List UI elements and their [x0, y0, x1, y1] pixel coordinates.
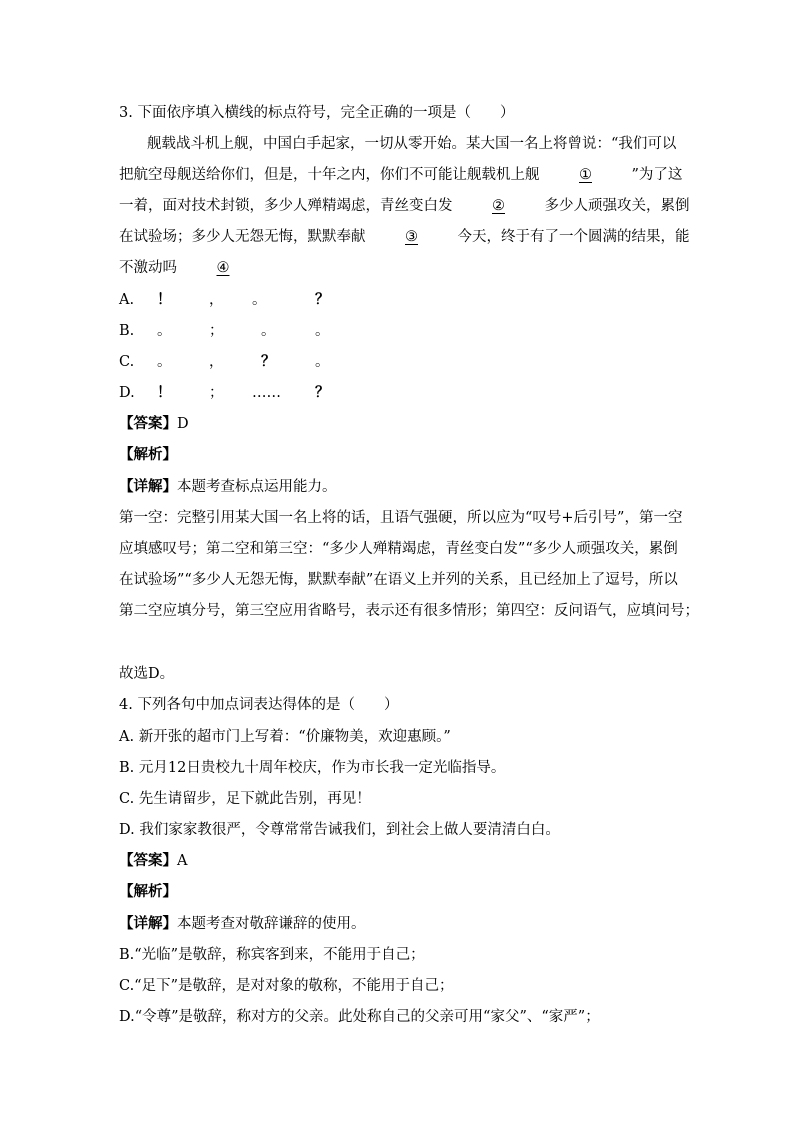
q3-explanation-line-1: 第一空：完整引用某大国一名上将的话，且语气强硬，所以应为“叹号+后引号”，第一空 — [119, 510, 683, 526]
option-mark: 。 — [261, 323, 276, 339]
option-mark: ？ — [315, 291, 330, 308]
answer-value: A — [177, 853, 188, 869]
q3-passage-line-2 — [119, 165, 682, 185]
q3-option-a — [119, 290, 330, 310]
q3-passage-text: 多少人顽强攻关，累倒 — [544, 198, 690, 214]
detail-tag: 【详解】 — [119, 478, 177, 495]
q3-passage-line-5 — [119, 258, 269, 278]
q3-passage-line-3 — [119, 196, 690, 216]
q3-option-d — [119, 383, 330, 403]
q3-explanation-line-2: 应填感叹号；第二空和第三空：“多少人殚精竭虑，青丝变白发”“多少人顽强攻关，累倒 — [119, 541, 678, 557]
option-mark: ！ — [157, 384, 172, 401]
option-mark: 。 — [157, 354, 172, 370]
option-mark: ！ — [157, 291, 172, 308]
detail-text: 本题考查标点运用能力。 — [177, 479, 337, 495]
option-label: C. — [119, 354, 135, 370]
q3-passage-line-4 — [119, 227, 690, 247]
q3-option-c — [119, 352, 330, 372]
q3-explanation-line-4: 第二空应填分号，第三空应用省略号，表示还有很多情形；第四空：反问语气，应填问号； — [119, 603, 699, 619]
q4-explanation-line-3: D.“令尊”是敬辞，称对方的父亲。此处称自己的父亲可用“家父”、“家严”； — [119, 1009, 600, 1025]
option-mark: ？ — [261, 353, 276, 370]
answer-value: D — [177, 416, 189, 432]
q3-blank-1: ① — [579, 167, 592, 183]
option-mark: …… — [252, 385, 281, 401]
q3-blank-2: ② — [492, 198, 505, 214]
q4-option-c: C. 先生请留步，足下就此告别，再见！ — [119, 791, 371, 807]
option-mark: ； — [209, 323, 224, 339]
q3-blank-4: ④ — [216, 260, 230, 276]
q3-stem: 3. 下面依序填入横线的标点符号，完全正确的一项是（ ） — [119, 105, 515, 121]
q3-passage-text: ”为了这 — [631, 167, 683, 183]
q3-passage-text: 一着，面对技术封锁，多少人殚精竭虑，青丝变白发 — [119, 198, 453, 214]
option-label: A. — [119, 292, 135, 308]
option-mark: ， — [209, 292, 224, 308]
option-mark: ； — [209, 385, 224, 401]
q3-explanation-line-3: 在试验场”“多少人无怨无悔，默默奉献”在语义上并列的关系，且已经加上了逗号，所以 — [119, 572, 678, 588]
q4-option-a: A. 新开张的超市门上写着：“价廉物美，欢迎惠顾。” — [119, 729, 451, 745]
option-mark: ？ — [315, 384, 330, 401]
answer-tag: 【答案】 — [119, 415, 177, 432]
q3-blank-3: ③ — [405, 229, 418, 245]
q3-analysis-heading: 【解析】 — [119, 446, 177, 463]
q3-passage-text: 今天，终于有了一个圆满的结果，能 — [457, 229, 690, 245]
q3-answer — [119, 414, 189, 434]
q4-stem: 4. 下列各句中加点词表达得体的是（ ） — [119, 697, 399, 713]
option-label: D. — [119, 385, 135, 401]
q4-option-d: D. 我们家家教很严，令尊常常告诫我们，到社会上做人要清清白白。 — [119, 822, 560, 838]
q4-answer — [119, 851, 187, 871]
option-mark: ， — [209, 354, 224, 370]
detail-text: 本题考查对敬辞谦辞的使用。 — [177, 916, 366, 932]
q3-conclusion: 故选D。 — [119, 666, 175, 682]
detail-tag: 【详解】 — [119, 915, 177, 932]
q3-detail — [119, 477, 337, 497]
q4-explanation-line-2: C.“足下”是敬辞，是对对象的敬称，不能用于自己； — [119, 978, 454, 994]
q4-detail — [119, 914, 366, 934]
q3-passage-line-1: 舰载战斗机上舰，中国白手起家，一切从零开始。某大国一名上将曾说：“我们可以 — [147, 136, 677, 152]
q3-passage-text: 在试验场；多少人无怨无悔，默默奉献 — [119, 229, 366, 245]
q3-passage-text: 不激动吗 — [119, 260, 177, 276]
q3-passage-text: 把航空母舰送给你们，但是，十年之内，你们不可能让舰载机上舰 — [119, 167, 540, 183]
option-mark: 。 — [315, 323, 330, 339]
answer-tag: 【答案】 — [119, 852, 177, 869]
q4-analysis-heading: 【解析】 — [119, 883, 177, 900]
option-mark: 。 — [315, 354, 330, 370]
option-mark: 。 — [252, 292, 267, 308]
q4-explanation-line-1: B.“光临”是敬辞，称宾客到来，不能用于自己； — [119, 947, 425, 963]
q4-option-b: B. 元月12日贵校九十周年校庆，作为市长我一定光临指导。 — [119, 760, 506, 776]
option-label: B. — [119, 323, 135, 339]
q3-option-b — [119, 321, 330, 341]
option-mark: 。 — [157, 323, 172, 339]
